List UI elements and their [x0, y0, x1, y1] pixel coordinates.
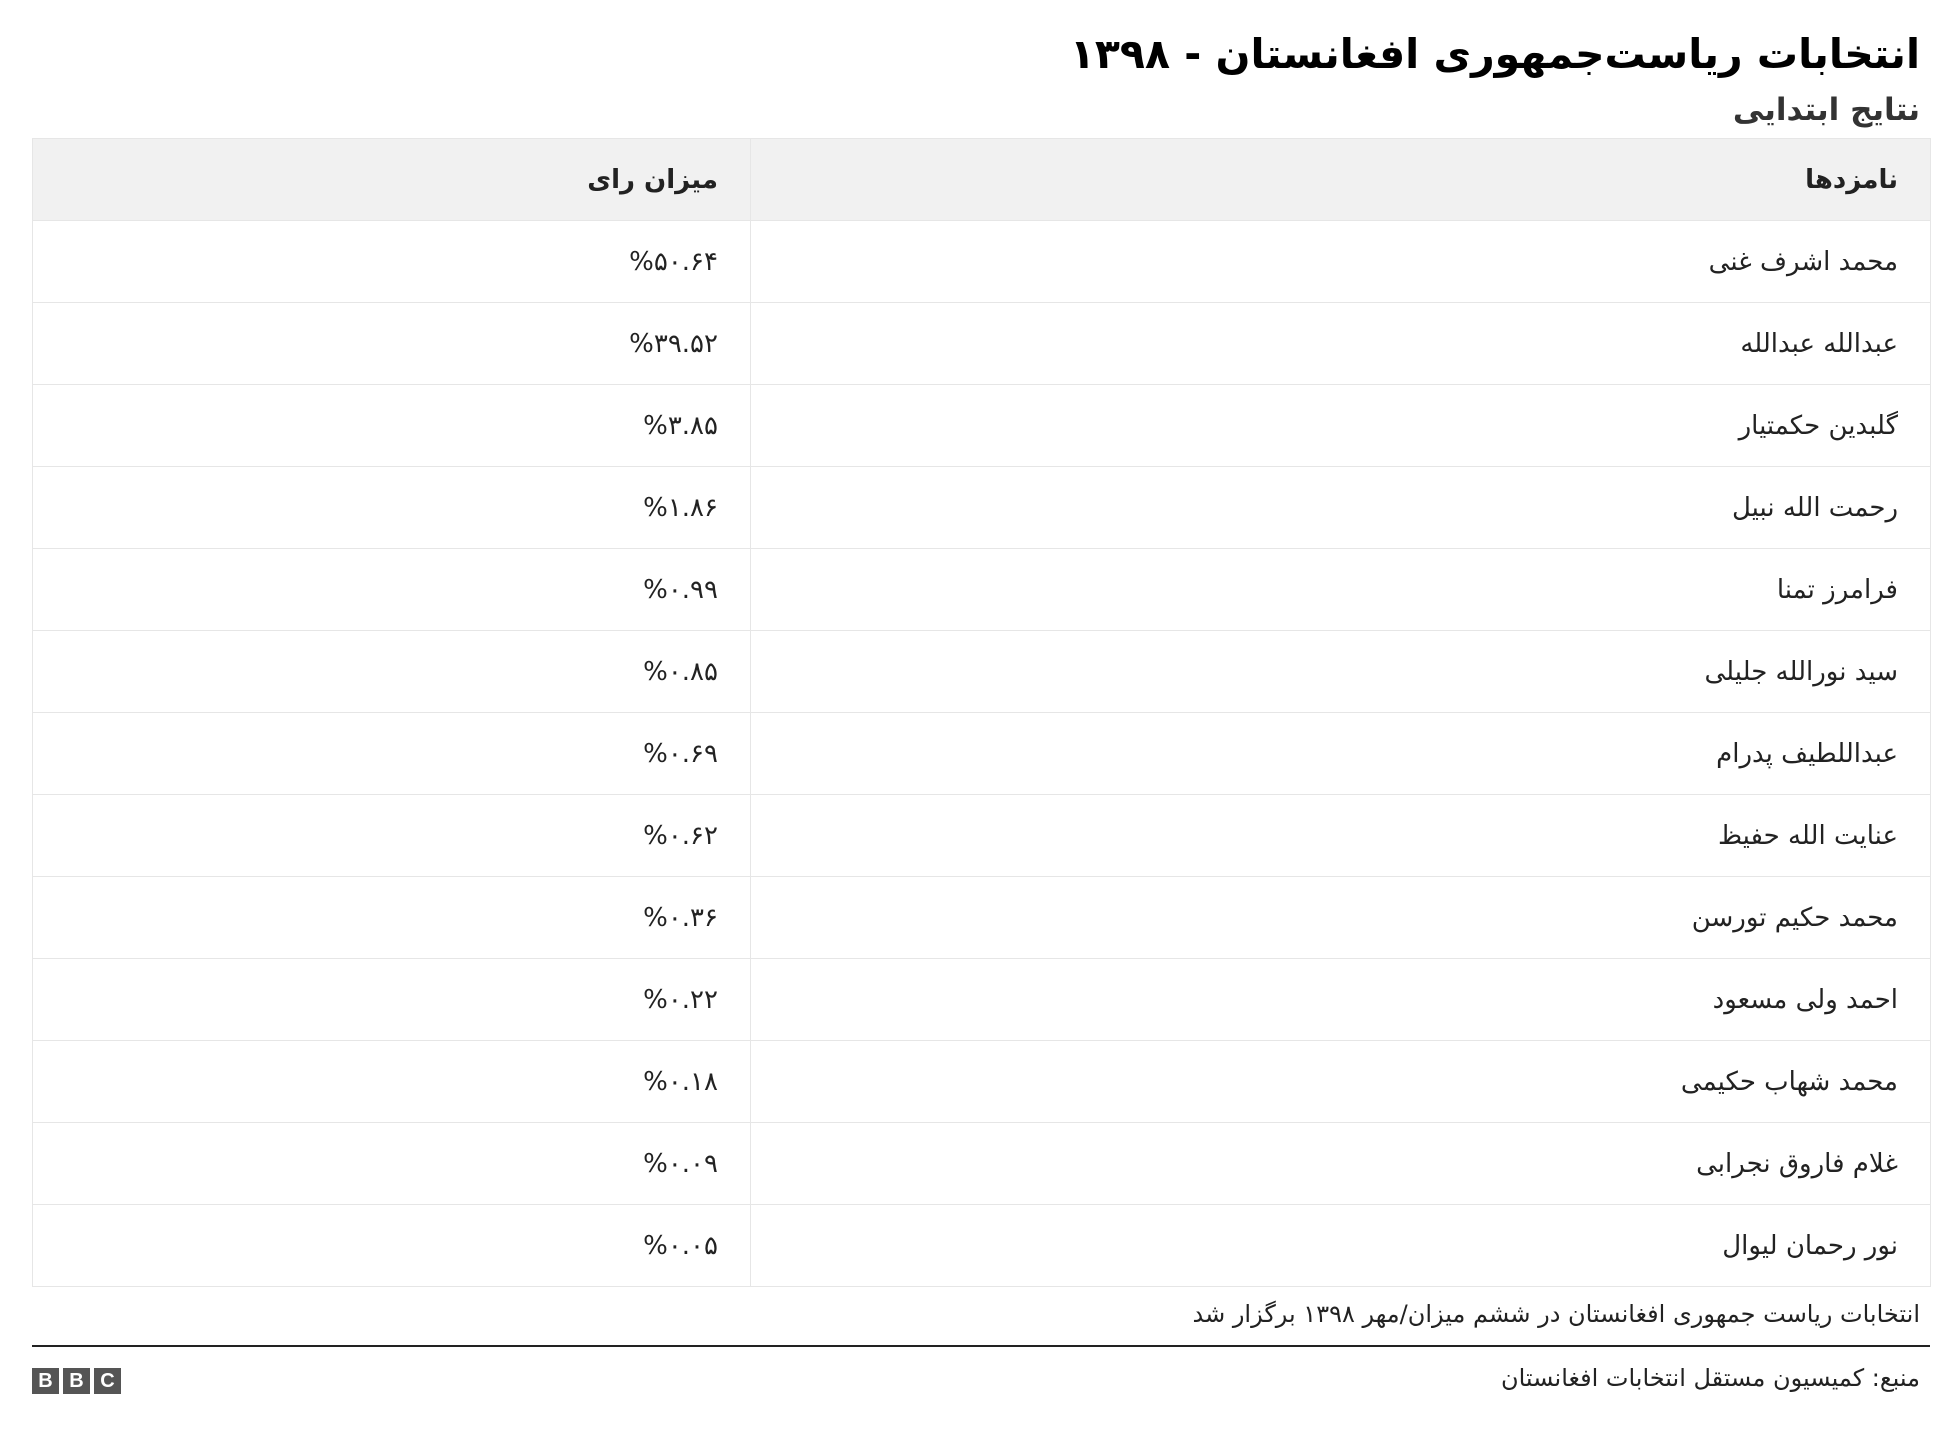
results-table [32, 138, 1931, 1287]
candidate-name: عنایت الله حفیظ [751, 795, 1931, 877]
vote-share: %۰.۹۹ [33, 549, 751, 631]
candidate-name: نور رحمان لیوال [751, 1205, 1931, 1287]
table-body [33, 221, 1931, 1287]
page-title: انتخابات ریاست‌جمهوری افغانستان - ۱۳۹۸ [1069, 30, 1920, 78]
vote-share: %۰.۱۸ [33, 1041, 751, 1123]
vote-share: %۰.۲۲ [33, 959, 751, 1041]
table-row [33, 467, 1931, 549]
footer-divider [32, 1345, 1930, 1347]
table-row [33, 631, 1931, 713]
table-row [33, 1205, 1931, 1287]
bbc-logo-letter: B [63, 1368, 90, 1394]
table-row [33, 1041, 1931, 1123]
table-row [33, 221, 1931, 303]
candidate-name: عبداللطیف پدرام [751, 713, 1931, 795]
column-header-vote-share: میزان رای [33, 139, 751, 221]
footnote: انتخابات ریاست جمهوری افغانستان در ششم میزان/مهر ۱۳۹۸ برگزار شد [1192, 1300, 1920, 1328]
vote-share: %۰.۰۵ [33, 1205, 751, 1287]
bbc-logo [32, 1368, 121, 1394]
table-row [33, 959, 1931, 1041]
table-row [33, 1123, 1931, 1205]
candidate-name: رحمت الله نبیل [751, 467, 1931, 549]
page-subtitle: نتایج ابتدایی [1732, 92, 1920, 128]
vote-share: %۳.۸۵ [33, 385, 751, 467]
candidate-name: گلبدین حکمتیار [751, 385, 1931, 467]
bbc-logo-letter: C [94, 1368, 121, 1394]
vote-share: %۰.۳۶ [33, 877, 751, 959]
vote-share: %۰.۸۵ [33, 631, 751, 713]
table-row [33, 385, 1931, 467]
candidate-name: غلام فاروق نجرابی [751, 1123, 1931, 1205]
table-header-row [33, 139, 1931, 221]
table-row [33, 549, 1931, 631]
table-row [33, 877, 1931, 959]
column-header-candidates: نامزدها [751, 139, 1931, 221]
vote-share: %۰.۶۲ [33, 795, 751, 877]
vote-share: %۰.۰۹ [33, 1123, 751, 1205]
table-row [33, 303, 1931, 385]
candidate-name: فرامرز تمنا [751, 549, 1931, 631]
bbc-logo-letter: B [32, 1368, 59, 1394]
source-credit: منبع: کمیسیون مستقل انتخابات افغانستان [1500, 1364, 1920, 1392]
candidate-name: محمد شهاب حکیمی [751, 1041, 1931, 1123]
candidate-name: محمد اشرف غنی [751, 221, 1931, 303]
vote-share: %۵۰.۶۴ [33, 221, 751, 303]
vote-share: %۳۹.۵۲ [33, 303, 751, 385]
vote-share: %۰.۶۹ [33, 713, 751, 795]
candidate-name: محمد حکیم تورسن [751, 877, 1931, 959]
candidate-name: احمد ولی مسعود [751, 959, 1931, 1041]
candidate-name: سید نورالله جلیلی [751, 631, 1931, 713]
candidate-name: عبدالله عبدالله [751, 303, 1931, 385]
table-row [33, 713, 1931, 795]
vote-share: %۱.۸۶ [33, 467, 751, 549]
table-row [33, 795, 1931, 877]
